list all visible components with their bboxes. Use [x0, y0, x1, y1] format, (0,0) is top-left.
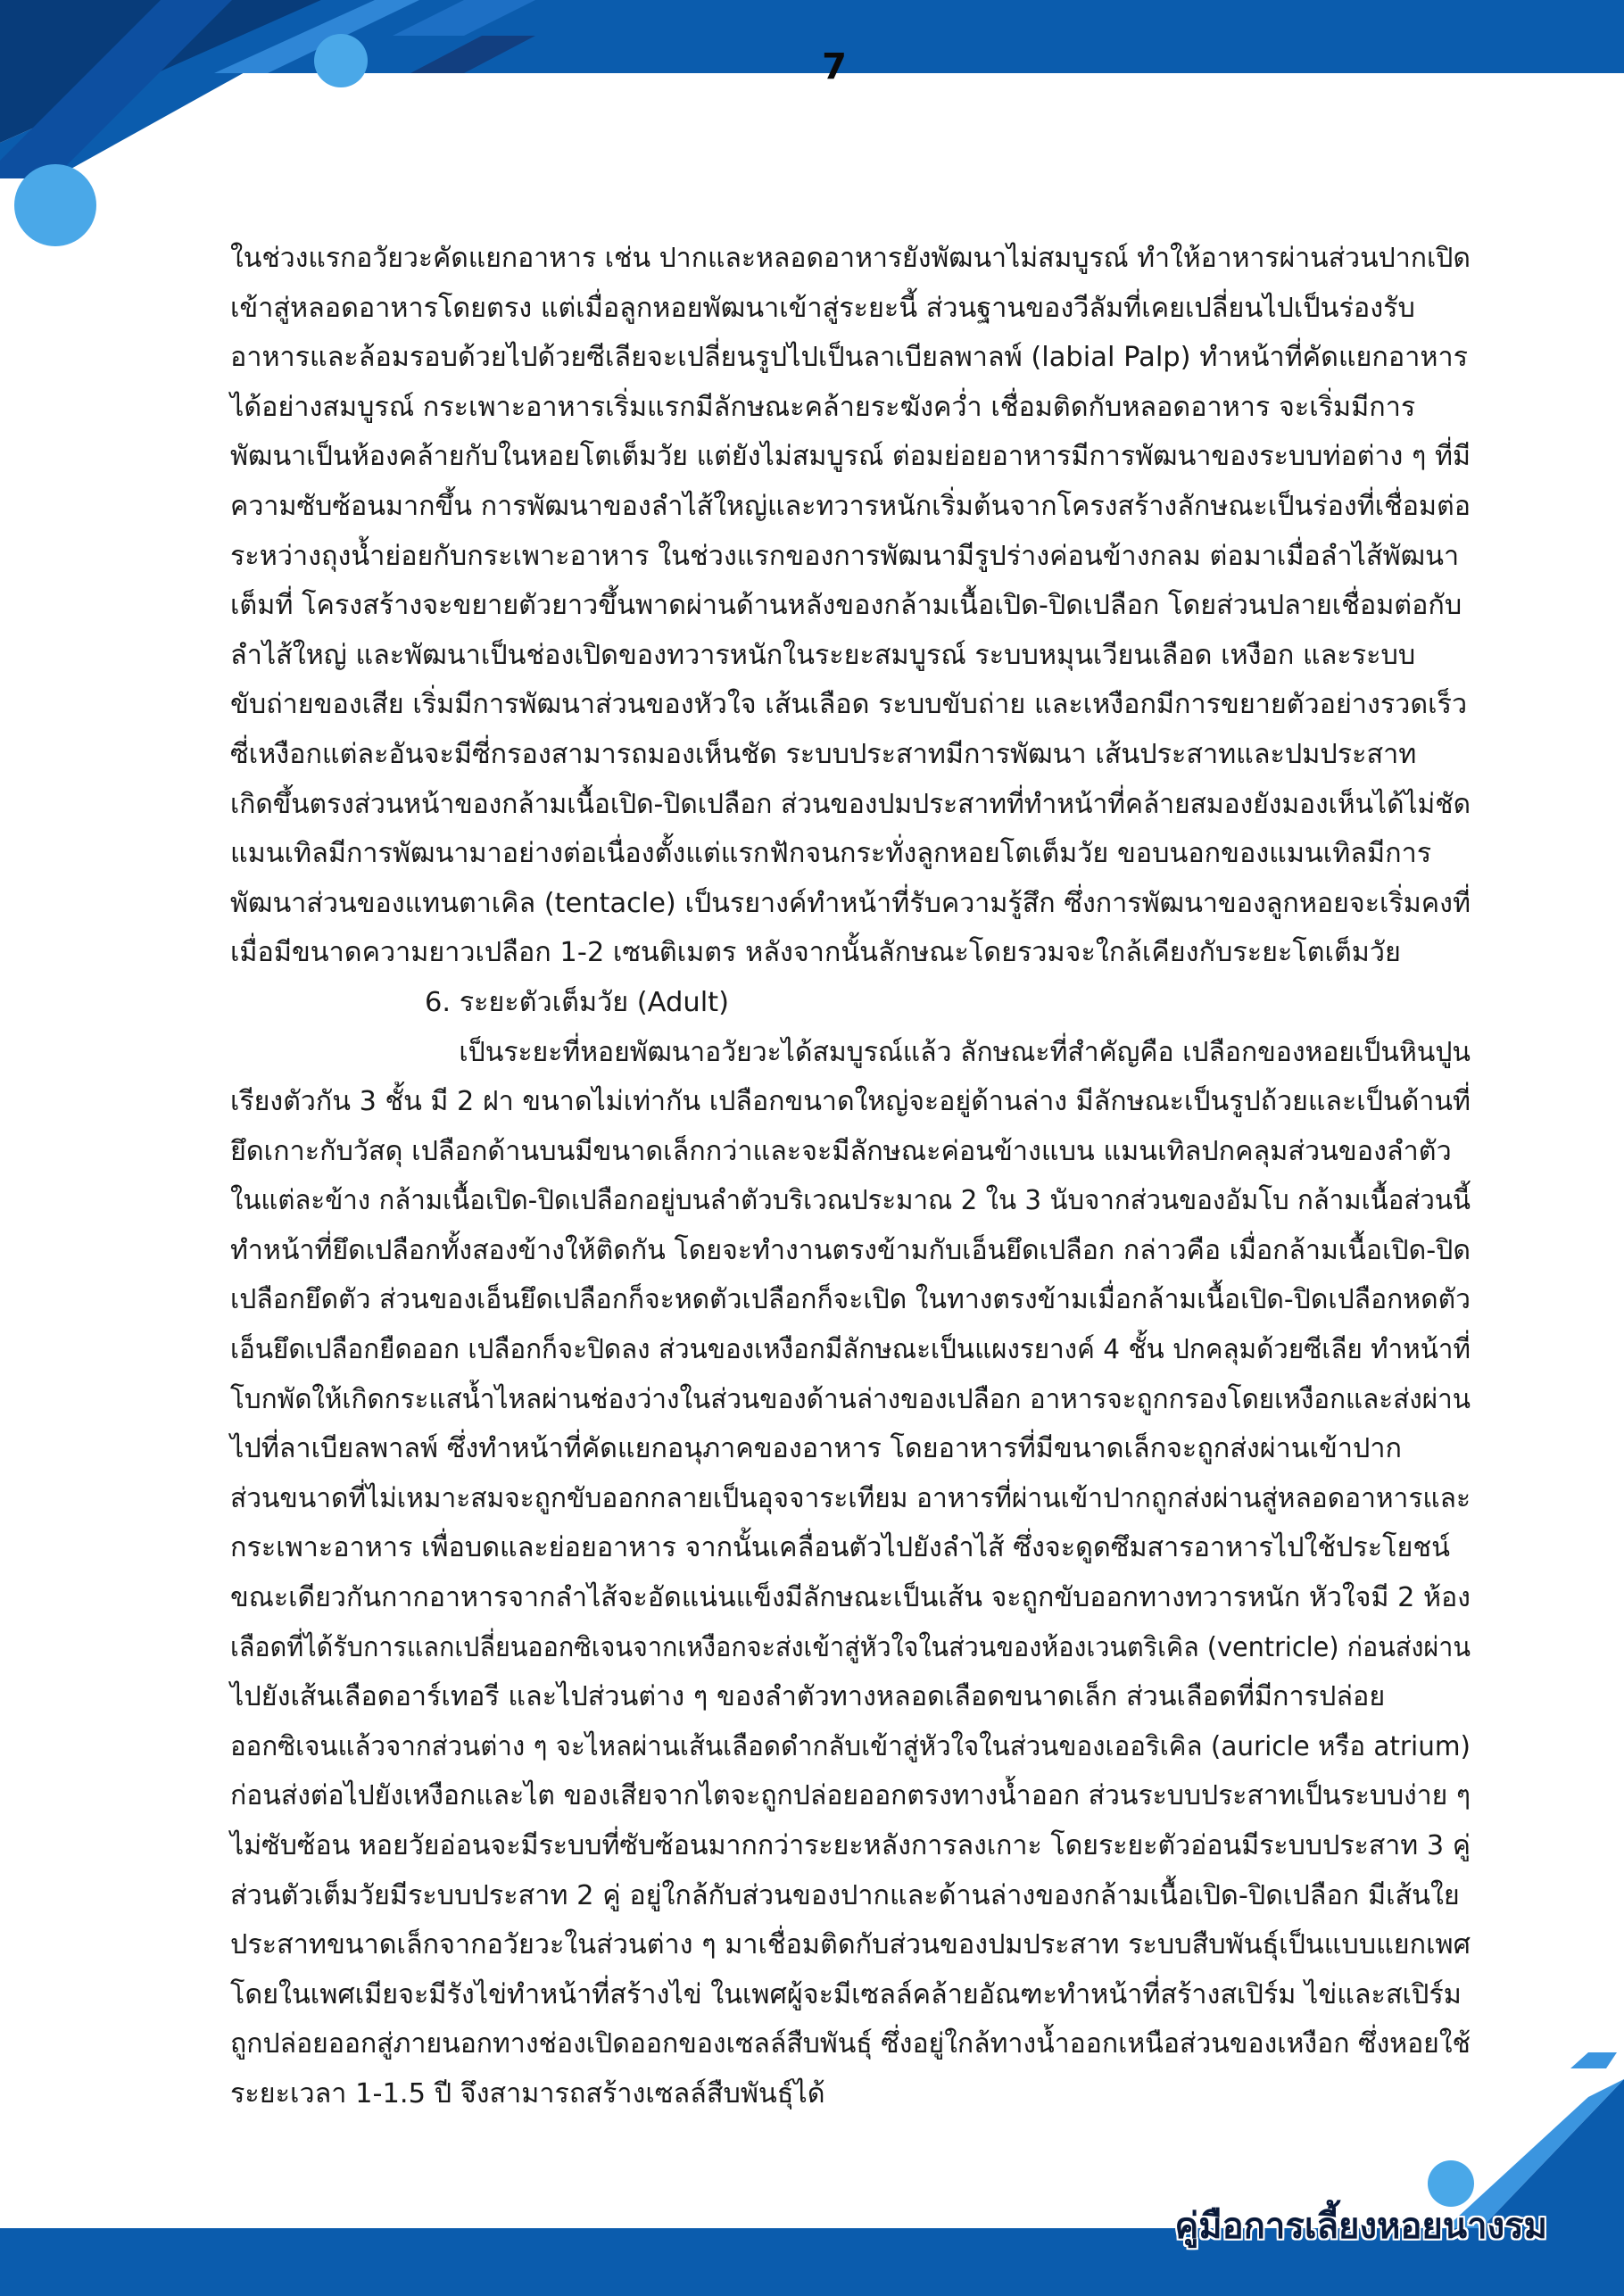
text-line: อาหารและล้อมรอบด้วยไปด้วยซีเลียจะเปลี่ยนรูปไปเป็นลาเบียลพาลพ์ (labial Palp) ทำหน้าที่คัดแยกอาหาร [230, 342, 1468, 374]
text-line: ซี่เหงือกแต่ละอันจะมีซี่กรองสามารถมองเห็นชัด ระบบประสาทมีการพัฒนา เส้นประสาทและปมประสาท [230, 738, 1417, 770]
left-circle [14, 164, 96, 246]
text-line: ขับถ่ายของเสีย เริ่มมีการพัฒนาส่วนของหัวใจ เส้นเลือด ระบบขับถ่าย และเหงือกมีการขยายตัวอย่างรวดเร็ว [230, 689, 1468, 721]
text-line: ความซับซ้อนมากขึ้น การพัฒนาของลำไส้ใหญ่และทวารหนักเริ่มต้นจากโครงสร้างลักษณะเป็นร่องที่เชื่อมต่อ [230, 490, 1471, 522]
text-line: เอ็นยึดเปลือกยืดออก เปลือกก็จะปิดลง ส่วนของเหงือกมีลักษณะเป็นแผงรยางค์ 4 ชั้น ปกคลุมด้วยซีเลีย ทำหน้าที่ [230, 1334, 1471, 1366]
top-circle-small [314, 34, 368, 87]
paragraph-1 [230, 234, 1471, 978]
text-line: เป็นระยะที่หอยพัฒนาอวัยวะได้สมบูรณ์แล้ว ลักษณะที่สำคัญคือ เปลือกของหอยเป็นหินปูน [459, 1036, 1471, 1068]
text-line: ส่วนตัวเต็มวัยมีระบบประสาท 2 คู่ อยู่ใกล้กับส่วนของปากและด้านล่างของกล้ามเนื้อเปิด-ปิดเปลือก มีเส้นใย [230, 1879, 1460, 1911]
text-line: ไม่ซับซ้อน หอยวัยอ่อนจะมีระบบที่ซับซ้อนมากกว่าระยะหลังการลงเกาะ โดยระยะตัวอ่อนมีระบบประสาท 3 คู่ [230, 1830, 1471, 1861]
text-line: โบกพัดให้เกิดกระแสน้ำไหลผ่านช่องว่างในส่วนของด้านล่างของเปลือก อาหารจะถูกกรองโดยเหงือกและส่งผ่าน [230, 1383, 1471, 1415]
text-line: เกิดขึ้นตรงส่วนหน้าของกล้ามเนื้อเปิด-ปิดเปลือก ส่วนของปมประสาทที่ทำหน้าที่คล้ายสมองยังมองเห็นได้ไม่ชัด [230, 788, 1471, 820]
text-line: ลำไส้ใหญ่ และพัฒนาเป็นช่องเปิดของทวารหนักในระยะสมบูรณ์ ระบบหมุนเวียนเลือด เหงือก และระบบ [230, 639, 1416, 671]
text-line: พัฒนาส่วนของแทนตาเคิล (tentacle) เป็นรยางค์ทำหน้าที่รับความรู้สึก ซึ่งการพัฒนาของลูกหอยจะเริ่มคงที่ [230, 887, 1471, 919]
top-dark-stripe-2 [410, 36, 535, 73]
text-line: เลือดที่ได้รับการแลกเปลี่ยนออกซิเจนจากเหงือกจะส่งเข้าสู่หัวใจในส่วนของห้องเวนตริเคิล (ventricle) ก่อนส่งผ่าน [230, 1631, 1471, 1663]
text-line: ในแต่ละข้าง กล้ามเนื้อเปิด-ปิดเปลือกอยู่บนลำตัวบริเวณประมาณ 2 ใน 3 นับจากส่วนของอัมโบ กล้ามเนื้อส่วนนี้ [230, 1185, 1471, 1217]
text-line: โดยในเพศเมียจะมีรังไข่ทำหน้าที่สร้างไข่ ในเพศผู้จะมีเซลล์คล้ายอัณฑะทำหน้าที่สร้างสเปิร์ม ไข่และสเปิร์ม [230, 1978, 1462, 2010]
section-heading: 6. ระยะตัวเต็มวัย (Adult) [425, 986, 730, 1018]
text-line: ในช่วงแรกอวัยวะคัดแยกอาหาร เช่น ปากและหลอดอาหารยังพัฒนาไม่สมบูรณ์ ทำให้อาหารผ่านส่วนปากเปิด [230, 243, 1471, 274]
text-line: ประสาทขนาดเล็กจากอวัยวะในส่วนต่าง ๆ มาเชื่อมติดกับส่วนของปมประสาท ระบบสืบพันธุ์เป็นแบบแยกเพศ [230, 1929, 1471, 1961]
text-line: ออกซิเจนแล้วจากส่วนต่าง ๆ จะไหลผ่านเส้นเลือดดำกลับเข้าสู่หัวใจในส่วนของเออริเคิล (auricle หรือ atrium) [230, 1730, 1471, 1762]
top-light-stripe-2 [393, 0, 535, 36]
text-line: เต็มที่ โครงสร้างจะขยายตัวยาวขึ้นพาดผ่านด้านหลังของกล้ามเนื้อเปิด-ปิดเปลือก โดยส่วนปลายเชื่อมต่อกับ [230, 590, 1462, 622]
text-line: ก่อนส่งต่อไปยังเหงือกและไต ของเสียจากไตจะถูกปล่อยออกตรงทางน้ำออก ส่วนระบบประสาทเป็นระบบง่าย ๆ [230, 1780, 1471, 1812]
bottom-right-small-stripe [1570, 2052, 1617, 2068]
text-line: เข้าสู่หลอดอาหารโดยตรง แต่เมื่อลูกหอยพัฒนาเข้าสู่ระยะนี้ ส่วนฐานของวีลัมที่เคยเปลี่ยนไปเป็นร่องรับ [230, 292, 1415, 324]
text-line: เมื่อมีขนาดความยาวเปลือก 1-2 เซนติเมตร หลังจากนั้นลักษณะโดยรวมจะใกล้เคียงกับระยะโตเต็มวัย [230, 937, 1401, 969]
text-line: กระเพาะอาหาร เพื่อบดและย่อยอาหาร จากนั้นเคลื่อนตัวไปยังลำไส้ ซึ่งจะดูดซึมสารอาหารไปใช้ประโยชน์ [230, 1532, 1450, 1564]
text-line: ถูกปล่อยออกสู่ภายนอกทางช่องเปิดออกของเซลล์สืบพันธุ์ ซึ่งอยู่ใกล้ทางน้ำออกเหนือส่วนของเหงือก ซึ่งหอยใช้ [230, 2028, 1471, 2060]
text-line: เปลือกยึดตัว ส่วนของเอ็นยึดเปลือกก็จะหดตัวเปลือกก็จะเปิด ในทางตรงข้ามเมื่อกล้ามเนื้อเปิด-ปิดเปลือกหดตัว [230, 1284, 1471, 1316]
paragraph-2 [230, 1028, 1471, 2119]
brand-title: คู่มือการเลี้ยงหอยนางรม [1174, 2206, 1547, 2247]
text-line: ขณะเดียวกันกากอาหารจากลำไส้จะอัดแน่นแข็งมีลักษณะเป็นเส้น จะถูกขับออกทางทวารหนัก หัวใจมี 2 ห้อง [230, 1582, 1471, 1614]
text-line: พัฒนาเป็นห้องคล้ายกับในหอยโตเต็มวัย แต่ยังไม่สมบูรณ์ ต่อมย่อยอาหารมีการพัฒนาของระบบท่อต่าง ๆ ที่มี [230, 441, 1471, 473]
text-line: ยึดเกาะกับวัสดุ เปลือกด้านบนมีขนาดเล็กกว่าและจะมีลักษณะค่อนข้างแบน แมนเทิลปกคลุมส่วนของลำตัว [230, 1135, 1452, 1167]
text-line: แมนเทิลมีการพัฒนามาอย่างต่อเนื่องตั้งแต่แรกฟักจนกระทั่งลูกหอยโตเต็มวัย ขอบนอกของแมนเทิลมีการ [230, 838, 1432, 870]
text-line: ส่วนขนาดที่ไม่เหมาะสมจะถูกขับออกกลายเป็นอุจจาระเทียม อาหารที่ผ่านเข้าปากถูกส่งผ่านสู่หลอดอาหารและ [230, 1482, 1471, 1514]
text-line: ระยะเวลา 1-1.5 ปี จึงสามารถสร้างเซลล์สืบพันธุ์ได้ [230, 2077, 825, 2110]
text-line: ระหว่างถุงน้ำย่อยกับกระเพาะอาหาร ในช่วงแรกของการพัฒนามีรูปร่างค่อนข้างกลม ต่อมาเมื่อลำไส้พัฒนา [230, 540, 1460, 572]
page-number: 7 [822, 46, 847, 87]
text-line: ไปยังเส้นเลือดอาร์เทอรี และไปส่วนต่าง ๆ ของลำตัวทางหลอดเลือดขนาดเล็ก ส่วนเลือดที่มีการปล่อย [230, 1681, 1386, 1713]
text-line: ไปที่ลาเบียลพาลพ์ ซึ่งทำหน้าที่คัดแยกอนุภาคของอาหาร โดยอาหารที่มีขนาดเล็กจะถูกส่งผ่านเข้าปาก [230, 1433, 1402, 1465]
text-line: ทำหน้าที่ยึดเปลือกทั้งสองข้างให้ติดกัน โดยจะทำงานตรงข้ามกับเอ็นยึดเปลือก กล่าวคือ เมื่อกล้ามเนื้อเปิด-ปิด [230, 1234, 1471, 1266]
document-body [230, 234, 1471, 2119]
text-line: ได้อย่างสมบูรณ์ กระเพาะอาหารเริ่มแรกมีลักษณะคล้ายระฆังคว่ำ เชื่อมติดกับหลอดอาหาร จะเริ่มมีการ [230, 391, 1416, 423]
text-line: เรียงตัวกัน 3 ชั้น มี 2 ฝา ขนาดไม่เท่ากัน เปลือกขนาดใหญ่จะอยู่ด้านล่าง มีลักษณะเป็นรูปถ้วยและเป็นด้านที่ [230, 1086, 1471, 1118]
